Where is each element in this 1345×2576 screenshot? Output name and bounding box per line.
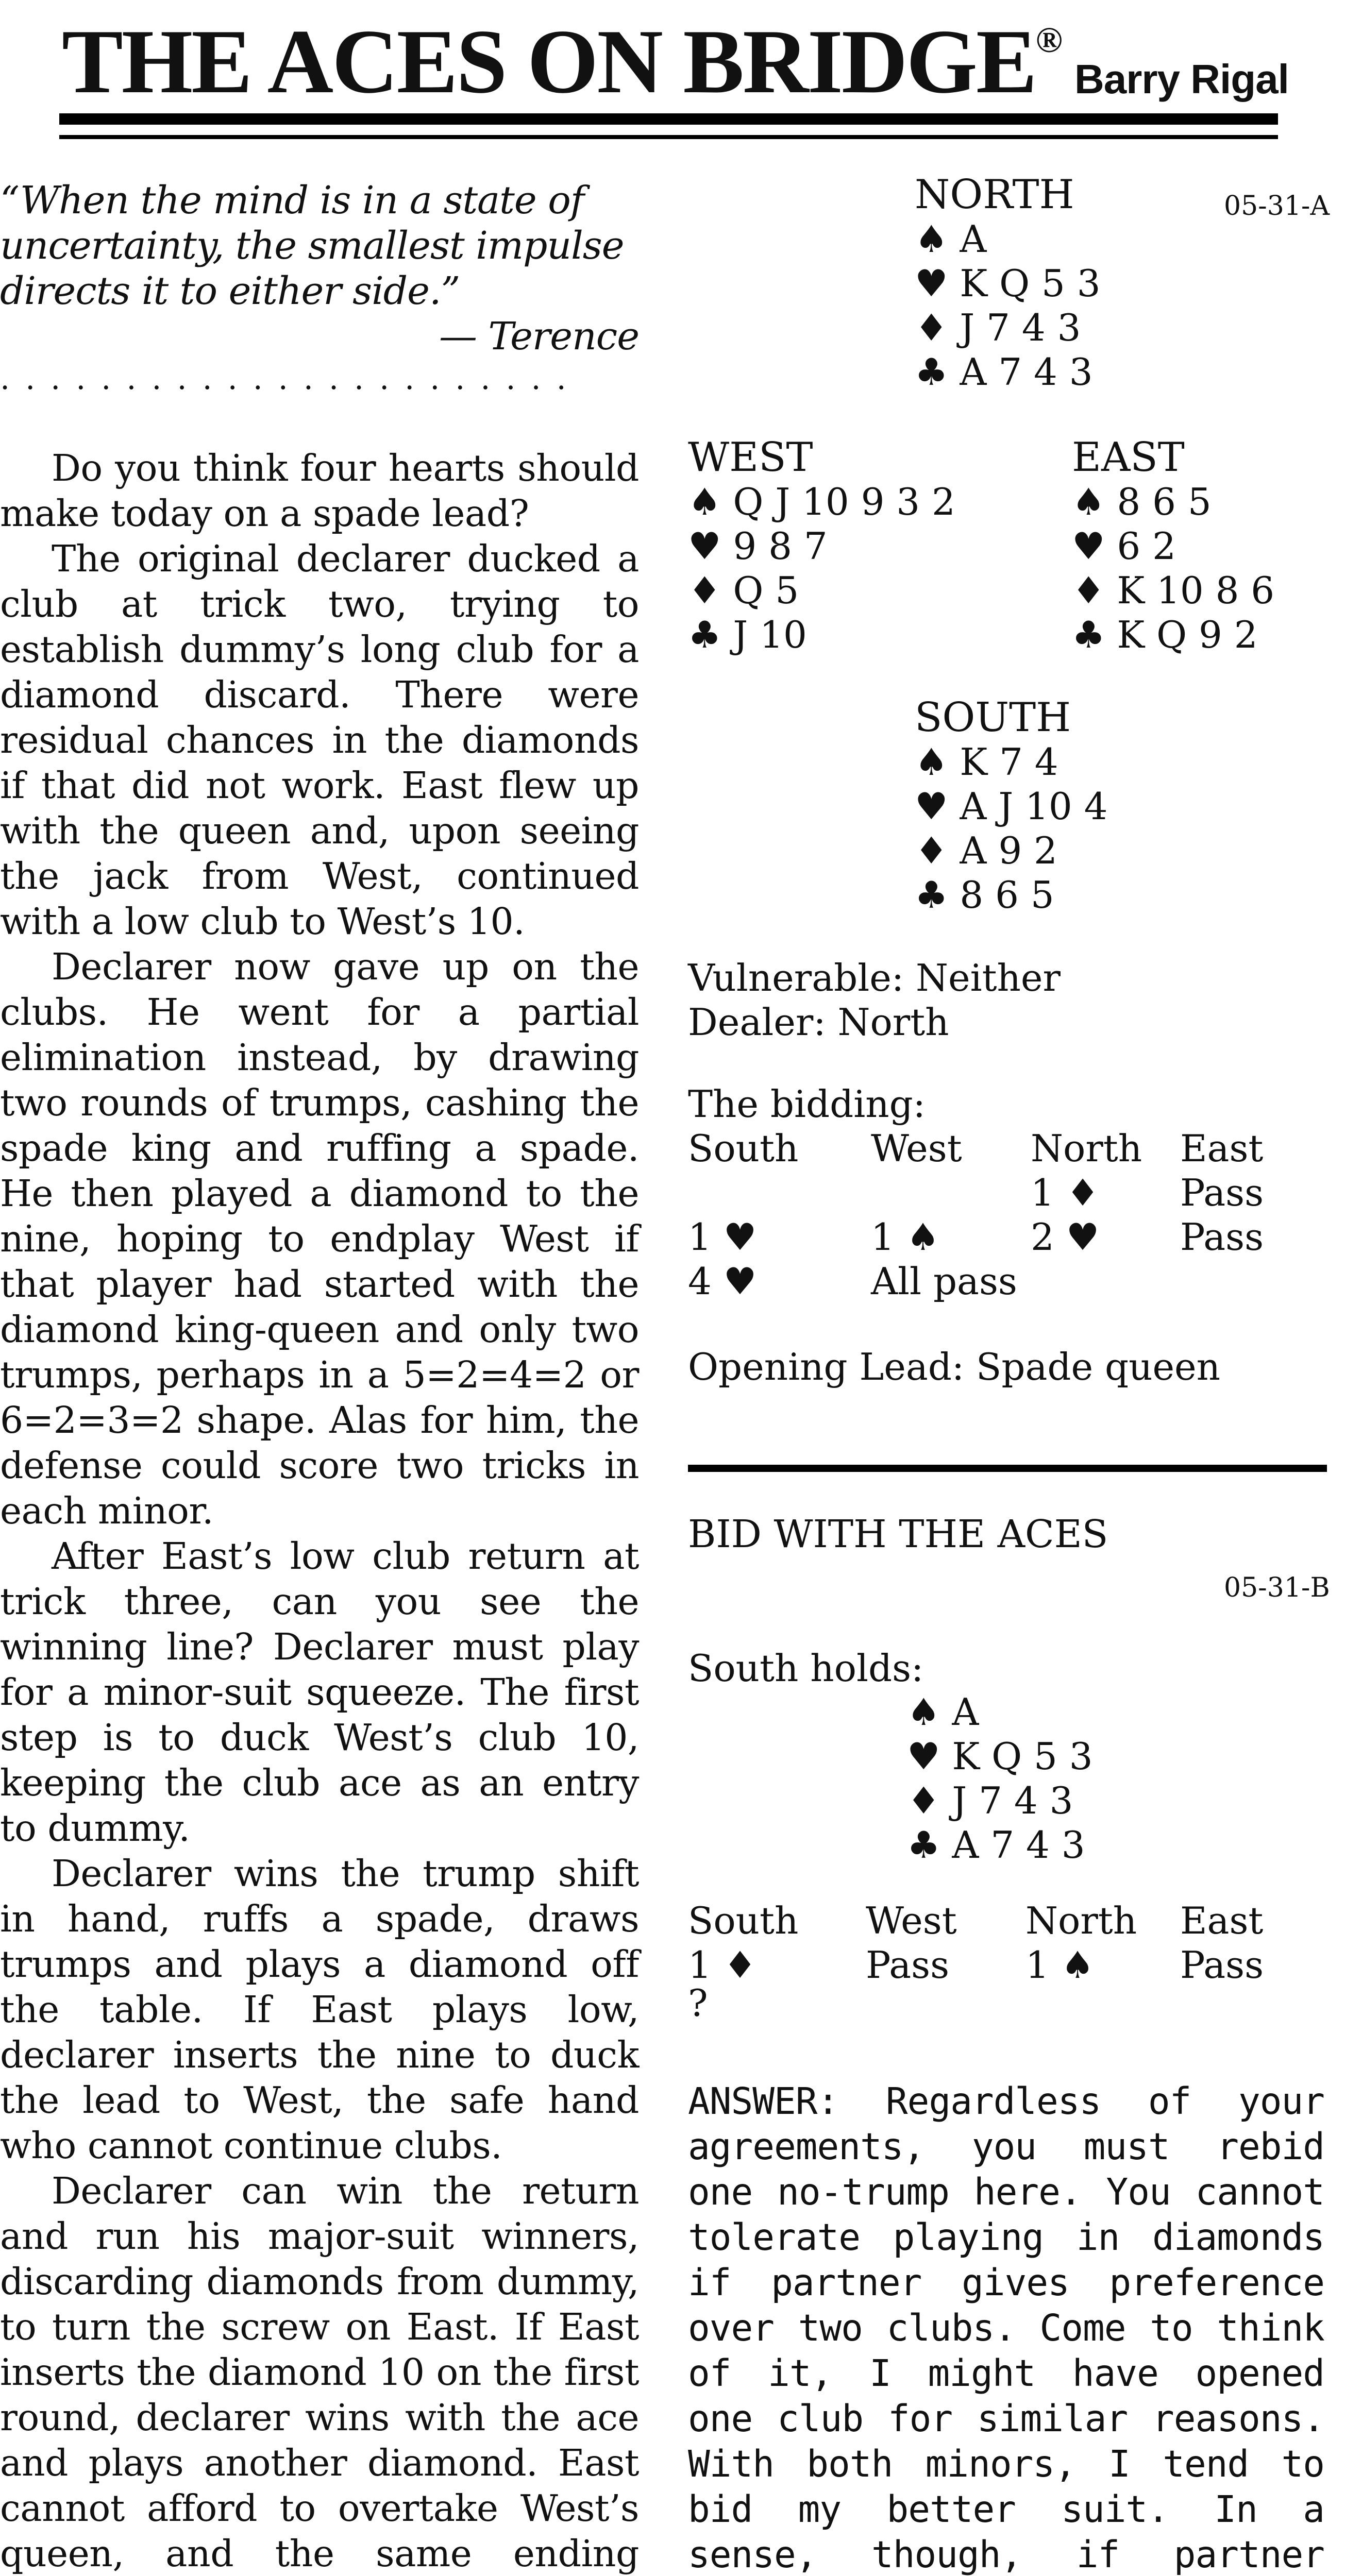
bid-hand-spades: ♠ A bbox=[907, 1690, 979, 1734]
bid-hand-clubs: ♣ A 7 4 3 bbox=[907, 1823, 1085, 1867]
east-diamonds: ♦ K 10 8 6 bbox=[1072, 569, 1275, 612]
bidding-label: The bidding: bbox=[688, 1082, 926, 1126]
north-hearts: ♥ K Q 5 3 bbox=[915, 262, 1101, 305]
south-holds-label: South holds: bbox=[688, 1647, 924, 1690]
west-label: WEST bbox=[688, 434, 813, 481]
south-label: SOUTH bbox=[915, 694, 1071, 741]
dotted-divider: ....................... bbox=[0, 361, 582, 397]
bid-cell: 2 ♥ bbox=[1031, 1215, 1100, 1259]
bid-ref: 05-31-B bbox=[1224, 1572, 1330, 1603]
south-hearts: ♥ A J 10 4 bbox=[915, 785, 1108, 828]
masthead-rule-thin bbox=[59, 135, 1278, 139]
masthead-title: THE ACES ON BRIDGE® bbox=[62, 10, 1061, 112]
auction-header-east: East bbox=[1180, 1899, 1264, 1942]
auction-cell: Pass bbox=[866, 1943, 950, 1987]
east-hand bbox=[1072, 435, 1274, 657]
bid-cell: 1 ♥ bbox=[688, 1215, 757, 1259]
south-spades: ♠ K 7 4 bbox=[915, 740, 1058, 784]
dealer: Dealer: North bbox=[688, 1001, 949, 1044]
bid-cell: Pass bbox=[1180, 1171, 1264, 1214]
section-divider bbox=[688, 1465, 1327, 1472]
east-label: EAST bbox=[1072, 434, 1185, 481]
bidding-header-north: North bbox=[1031, 1127, 1142, 1170]
opening-lead: Opening Lead: Spade queen bbox=[688, 1345, 1221, 1388]
article-paragraph: The original declarer ducked a club at trick two, trying to establish dummy’s long club for a diamond discard. There were residual chances in the diamonds if that did not work. East flew up with the queen and, upon seeing the jack from West, continued with a low club to West’s 10. bbox=[0, 537, 639, 943]
author-byline: Barry Rigal bbox=[1074, 56, 1289, 102]
north-spades: ♠ A bbox=[915, 217, 987, 261]
deal-conditions bbox=[688, 956, 1061, 1044]
epigraph bbox=[0, 178, 639, 359]
bid-with-aces-title: BID WITH THE ACES bbox=[688, 1512, 1108, 1556]
epigraph-text: “When the mind is in a state of uncertainty, the smallest impulse directs it to either side.” bbox=[0, 178, 624, 313]
registered-mark: ® bbox=[1035, 21, 1061, 60]
bid-cell: 1 ♦ bbox=[1031, 1171, 1100, 1214]
article-body bbox=[0, 446, 639, 2576]
west-spades: ♠ Q J 10 9 3 2 bbox=[688, 480, 955, 523]
bid-cell: All pass bbox=[871, 1260, 1017, 1303]
east-spades: ♠ 8 6 5 bbox=[1072, 480, 1212, 523]
masthead-rule-thick bbox=[59, 113, 1278, 125]
auction-cell: 1 ♠ bbox=[1025, 1943, 1095, 1987]
bid-cell: 4 ♥ bbox=[688, 1260, 757, 1303]
epigraph-attribution: — Terence bbox=[439, 314, 639, 359]
vulnerability: Vulnerable: Neither bbox=[688, 956, 1061, 999]
south-hand bbox=[915, 696, 1107, 917]
auction-header-west: West bbox=[866, 1899, 957, 1942]
bid-hand-diamonds: ♦ J 7 4 3 bbox=[907, 1779, 1073, 1822]
auction-header-south: South bbox=[688, 1899, 799, 1942]
auction-cell: 1 ♦ bbox=[688, 1943, 757, 1987]
north-label: NORTH bbox=[915, 172, 1074, 218]
bid-auction-table bbox=[688, 1899, 1332, 2038]
article-paragraph: After East’s low club return at trick three, can you see the winning line? Declarer must play for a minor-suit squeeze. The first step is to duck West’s club 10, keeping the club ace as an entry to dummy. bbox=[0, 1535, 639, 1850]
west-hand bbox=[688, 435, 955, 657]
north-diamonds: ♦ J 7 4 3 bbox=[915, 306, 1081, 349]
bidding-table bbox=[688, 1126, 1332, 1307]
auction-cell: Pass bbox=[1180, 1943, 1264, 1987]
west-diamonds: ♦ Q 5 bbox=[688, 569, 799, 612]
bid-cell: 1 ♠ bbox=[871, 1215, 940, 1259]
bid-hand-hearts: ♥ K Q 5 3 bbox=[907, 1735, 1093, 1778]
east-hearts: ♥ 6 2 bbox=[1072, 524, 1176, 568]
north-hand bbox=[915, 173, 1101, 394]
bid-hand bbox=[907, 1690, 1093, 1867]
south-diamonds: ♦ A 9 2 bbox=[915, 829, 1057, 872]
bid-cell: Pass bbox=[1180, 1215, 1264, 1259]
east-clubs: ♣ K Q 9 2 bbox=[1072, 613, 1258, 656]
north-clubs: ♣ A 7 4 3 bbox=[915, 350, 1093, 394]
bidding-header-south: South bbox=[688, 1127, 799, 1170]
bidding-header-east: East bbox=[1180, 1127, 1264, 1170]
article-paragraph: Declarer wins the trump shift in hand, ruffs a spade, draws trumps and plays a diamond off the table. If East plays low, declarer inserts the nine to duck the lead to West, the safe hand who cannot continue clubs. bbox=[0, 1852, 639, 2167]
auction-header-north: North bbox=[1025, 1899, 1137, 1942]
south-clubs: ♣ 8 6 5 bbox=[915, 873, 1054, 917]
west-clubs: ♣ J 10 bbox=[688, 613, 807, 656]
west-hearts: ♥ 9 8 7 bbox=[688, 524, 828, 568]
article-paragraph: Declarer now gave up on the clubs. He went for a partial elimination instead, by drawing two rounds of trumps, cashing the spade king and ruffing a spade. He then played a diamond to the nine, hoping to endplay West if that player had started with the diamond king-queen and only two trumps, perhaps in a 5=2=4=2 or 6=2=3=2 shape. Alas for him, the defense could score two tricks in each minor. bbox=[0, 945, 639, 1532]
auction-question: ? bbox=[688, 1981, 708, 2025]
deal-ref: 05-31-A bbox=[1224, 191, 1330, 222]
bidding-header-west: West bbox=[871, 1127, 962, 1170]
article-paragraph: Declarer can win the return and run his major-suit winners, discarding diamonds from dummy, to turn the screw on East. If East inserts the diamond 10 on the first round, declarer wins with the ace and plays another diamond. East cannot afford to overtake West’s queen, and the same ending bbox=[0, 2170, 639, 2575]
answer-text: ANSWER: Regardless of your agreements, you must rebid one no-trump here. You cannot tolerate playing in diamonds if partner gives preference over two clubs. Come to think of it, I might have opened one club for similar reasons. With both minors, I tend to bid my better suit. In a sense, though, if partner bbox=[688, 2080, 1324, 2576]
article-paragraph: Do you think four hearts should make today on a spade lead? bbox=[0, 447, 639, 535]
